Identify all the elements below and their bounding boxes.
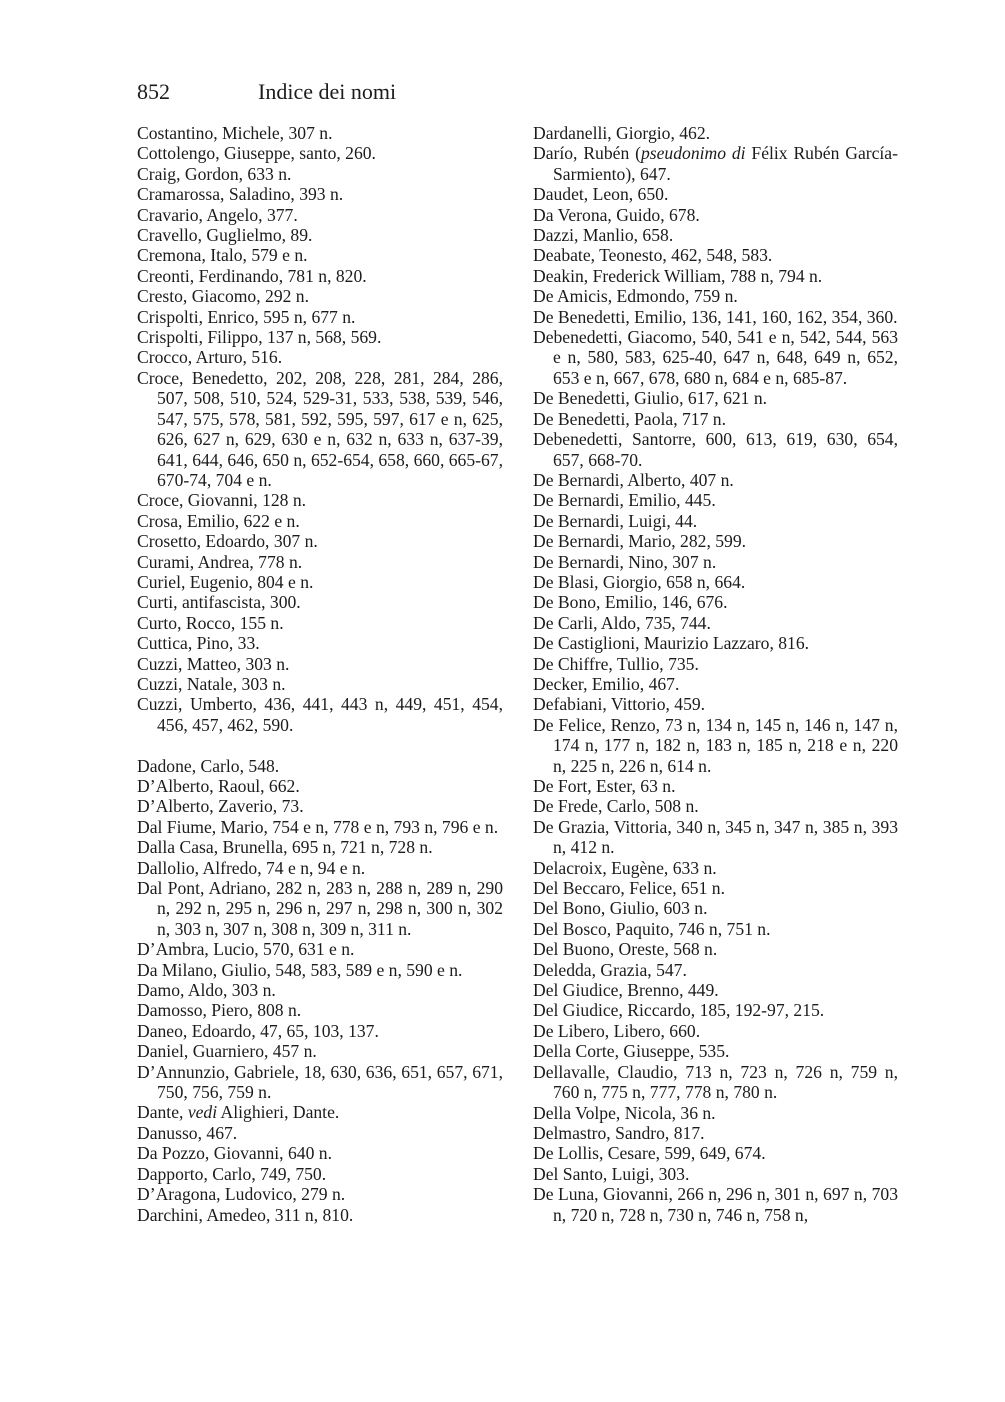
index-entry: De Benedetti, Emilio, 136, 141, 160, 162, 354, 360. (533, 306, 898, 327)
index-entry: Craig, Gordon, 633 n. (137, 163, 292, 184)
index-entry: Debenedetti, Giacomo, 540, 541 e n, 542, 544, 563 e n, 580, 583, 625-40, 647 n, 648, 649 n, 652, 653 e n, 667, 678, 680 n, 684 e n, 685-87. (533, 327, 898, 388)
index-entry: Cravario, Angelo, 377. (137, 204, 298, 225)
index-entry: Delacroix, Eugène, 633 n. (533, 857, 717, 878)
index-entry: Dapporto, Carlo, 749, 750. (137, 1163, 327, 1184)
index-entry: De Bernardi, Alberto, 407 n. (533, 469, 734, 490)
letter-group-gap (137, 735, 503, 755)
index-entry: D’Alberto, Raoul, 662. (137, 775, 300, 796)
index-entry: Da Pozzo, Giovanni, 640 n. (137, 1143, 332, 1164)
index-entry: D’Ambra, Lucio, 570, 631 e n. (137, 939, 355, 960)
index-entry: Cuzzi, Umberto, 436, 441, 443 n, 449, 451, 454, 456, 457, 462, 590. (137, 694, 503, 735)
index-entry: De Benedetti, Paola, 717 n. (533, 408, 726, 429)
index-entry: Daniel, Guarniero, 457 n. (137, 1041, 317, 1062)
index-entry: De Castiglioni, Maurizio Lazzaro, 816. (533, 633, 810, 654)
index-entry: Dal Fiume, Mario, 754 e n, 778 e n, 793 n, 796 e n. (137, 816, 499, 837)
index-entry: Deakin, Frederick William, 788 n, 794 n. (533, 265, 823, 286)
index-entry: Cuzzi, Matteo, 303 n. (137, 653, 290, 674)
index-entry: De Lollis, Cesare, 599, 649, 674. (533, 1143, 766, 1164)
index-entry: Cottolengo, Giuseppe, santo, 260. (137, 143, 376, 164)
index-entry: Damo, Aldo, 303 n. (137, 980, 276, 1001)
index-entry: De Fort, Ester, 63 n. (533, 776, 676, 796)
running-title: Indice dei nomi (258, 79, 397, 104)
index-entry: Del Santo, Luigi, 303. (533, 1163, 690, 1184)
index-entry: Cramarossa, Saladino, 393 n. (137, 184, 344, 205)
index-entry: Dellavalle, Claudio, 713 n, 723 n, 726 n, 759 n, 760 n, 775 n, 777, 778 n, 780 n. (533, 1061, 898, 1103)
index-entry: Da Verona, Guido, 678. (533, 204, 700, 225)
index-entry: Delmastro, Sandro, 817. (533, 1122, 705, 1143)
index-entry: Daudet, Leon, 650. (533, 184, 669, 205)
index-entry: De Luna, Giovanni, 266 n, 296 n, 301 n, 697 n, 703 n, 720 n, 728 n, 730 n, 746 n, 758 n, (533, 1184, 898, 1225)
index-entry: Daneo, Edoardo, 47, 65, 103, 137. (137, 1020, 379, 1041)
index-entry: Dazzi, Manlio, 658. (533, 225, 674, 246)
index-entry: Del Bono, Giulio, 603 n. (533, 898, 708, 919)
index-entry: Dal Pont, Adriano, 282 n, 283 n, 288 n, 289 n, 290 n, 292 n, 295 n, 296 n, 297 n, 298 n, 300 n, 302 n, 303 n, 307 n, 308 n, 309 n, 311 n. (137, 878, 503, 939)
index-entry: Cremona, Italo, 579 e n. (137, 245, 308, 266)
index-entry: De Amicis, Edmondo, 759 n. (533, 286, 738, 307)
index-entry: Cuttica, Pino, 33. (137, 633, 260, 654)
index-entry: Defabiani, Vittorio, 459. (533, 694, 706, 715)
index-entry: Costantino, Michele, 307 n. (137, 123, 333, 143)
index-entry: Del Beccaro, Felice, 651 n. (533, 878, 725, 899)
index-entry: Decker, Emilio, 467. (533, 673, 680, 694)
index-entry: Curiel, Eugenio, 804 e n. (137, 571, 314, 592)
index-entry: De Felice, Renzo, 73 n, 134 n, 145 n, 146 n, 147 n, 174 n, 177 n, 182 n, 183 n, 185 n, 218 e n, 220 n, 225 n, 226 n, 614 n. (533, 714, 898, 776)
index-column-right (533, 123, 898, 1225)
index-entry: Croce, Benedetto, 202, 208, 228, 281, 284, 286, 507, 508, 510, 524, 529-31, 533, 538, 539, 546, 547, 575, 578, 581, 592, 595, 597, 617 e n, 625, 626, 627 n, 629, 630 e n, 632 n, 633 n, 637-39, 641, 644, 646, 650 n, 652-654, 658, 660, 665-67, 670-74, 704 e n. (137, 367, 503, 490)
index-entry: Crocco, Arturo, 516. (137, 347, 283, 368)
index-entry: Croce, Giovanni, 128 n. (137, 490, 307, 511)
index-entry: D’Alberto, Zaverio, 73. (137, 796, 304, 817)
index-entry: D’Annunzio, Gabriele, 18, 630, 636, 651, 657, 671, 750, 756, 759 n. (137, 1061, 503, 1103)
index-entry: Del Giudice, Riccardo, 185, 192-97, 215. (533, 1000, 825, 1021)
index-entry: Debenedetti, Santorre, 600, 613, 619, 630, 654, 657, 668-70. (533, 429, 898, 470)
index-entry: Dante, vedi Alighieri, Dante. (137, 1102, 340, 1123)
index-entry: Crosa, Emilio, 622 e n. (137, 510, 300, 531)
index-entry: Damosso, Piero, 808 n. (137, 1000, 302, 1021)
index-entry: Danusso, 467. (137, 1122, 238, 1143)
index-entry: De Bernardi, Emilio, 445. (533, 490, 716, 511)
index-entry: De Bernardi, Mario, 282, 599. (533, 531, 747, 552)
index-entry: De Chiffre, Tullio, 735. (533, 653, 699, 674)
index-entry: Dardanelli, Giorgio, 462. (533, 123, 711, 143)
index-entry: De Bernardi, Nino, 307 n. (533, 551, 717, 572)
index-entry: Dallolio, Alfredo, 74 e n, 94 e n. (137, 857, 366, 878)
index-entry: De Blasi, Giorgio, 658 n, 664. (533, 571, 746, 592)
index-entry: Crosetto, Edoardo, 307 n. (137, 531, 318, 552)
index-entry: De Carli, Aldo, 735, 744. (533, 612, 711, 633)
index-entry: Curami, Andrea, 778 n. (137, 551, 303, 572)
index-entry: Dalla Casa, Brunella, 695 n, 721 n, 728 n. (137, 837, 433, 858)
index-entry: Darchini, Amedeo, 311 n, 810. (137, 1204, 354, 1225)
index-entry: Crispolti, Filippo, 137 n, 568, 569. (137, 327, 382, 348)
index-entry: De Bono, Emilio, 146, 676. (533, 592, 728, 613)
index-entry: Dadone, Carlo, 548. (137, 755, 280, 776)
index-entry: Cravello, Guglielmo, 89. (137, 225, 313, 246)
index-entry: Della Volpe, Nicola, 36 n. (533, 1102, 716, 1123)
index-entry: Del Buono, Oreste, 568 n. (533, 939, 718, 960)
index-entry: Deabate, Teonesto, 462, 548, 583. (533, 245, 773, 266)
index-entry: De Libero, Libero, 660. (533, 1020, 701, 1041)
index-column-left (137, 123, 503, 1225)
index-entry: D’Aragona, Ludovico, 279 n. (137, 1184, 346, 1205)
index-entry: Deledda, Grazia, 547. (533, 959, 687, 980)
index-entry: Darío, Rubén (pseudonimo di Félix Rubén García-Sarmiento), 647. (533, 143, 898, 184)
index-entry: Del Giudice, Brenno, 449. (533, 980, 719, 1001)
index-entry: Curti, antifascista, 300. (137, 592, 301, 613)
index-entry: Cuzzi, Natale, 303 n. (137, 673, 286, 694)
index-entry: De Benedetti, Giulio, 617, 621 n. (533, 388, 768, 409)
index-entry: De Frede, Carlo, 508 n. (533, 796, 699, 817)
index-entry: Della Corte, Giuseppe, 535. (533, 1041, 730, 1062)
page-number: 852 (137, 79, 170, 104)
index-entry: Creonti, Ferdinando, 781 n, 820. (137, 265, 367, 286)
index-entry: Del Bosco, Paquito, 746 n, 751 n. (533, 918, 771, 939)
index-entry: De Grazia, Vittoria, 340 n, 345 n, 347 n, 385 n, 393 n, 412 n. (533, 816, 898, 858)
index-entry: Da Milano, Giulio, 548, 583, 589 e n, 590 e n. (137, 959, 463, 980)
index-entry: Crispolti, Enrico, 595 n, 677 n. (137, 306, 356, 327)
index-entry: Curto, Rocco, 155 n. (137, 612, 284, 633)
running-header (137, 78, 396, 106)
index-entry: De Bernardi, Luigi, 44. (533, 510, 698, 531)
index-entry: Cresto, Giacomo, 292 n. (137, 286, 310, 307)
